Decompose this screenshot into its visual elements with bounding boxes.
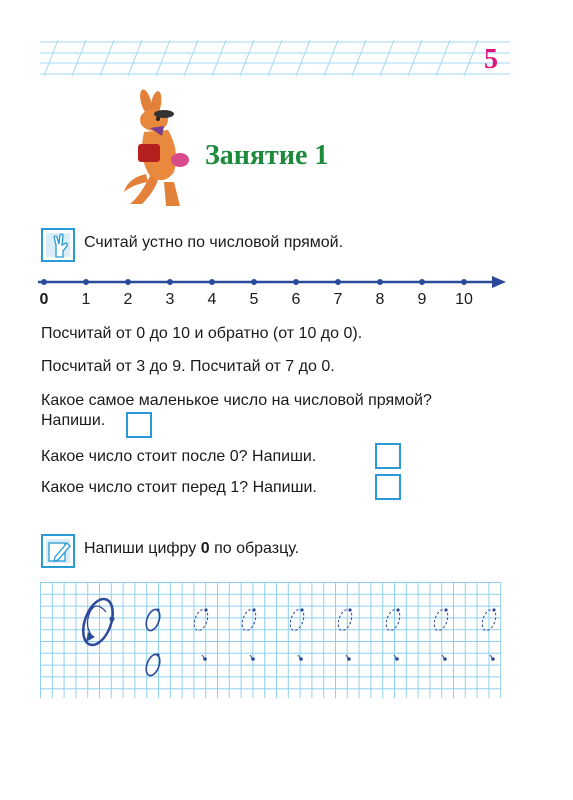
task1-instruction: Считай устно по числовой прямой. [84, 234, 344, 251]
number-line-label: 4 [207, 291, 217, 308]
task2-instruction-start: Напиши цифру [84, 540, 197, 557]
copybook-grid[interactable] [40, 582, 510, 700]
number-line-point [377, 279, 383, 285]
task1-line: Напиши. [41, 412, 106, 429]
number-line [30, 268, 520, 312]
start-dot [346, 655, 351, 661]
number-line-label: 2 [123, 291, 133, 308]
trace-zero [432, 608, 451, 633]
kangaroo-illustration [124, 88, 204, 212]
number-line-point [335, 279, 341, 285]
number-line-label: 1 [81, 291, 91, 308]
answer-box[interactable] [375, 474, 401, 500]
sample-zero-with-arrow [78, 595, 119, 649]
lesson-title: Занятие 1 [205, 140, 329, 171]
trace-zero [288, 608, 307, 633]
answer-box[interactable] [375, 443, 401, 469]
trace-zero [336, 608, 355, 633]
number-line-label: 8 [375, 291, 385, 308]
number-line-label: 0 [39, 291, 49, 308]
number-line-point [251, 279, 257, 285]
number-line-point [167, 279, 173, 285]
trace-zero [384, 608, 403, 633]
start-dot [442, 655, 447, 661]
answer-box[interactable] [126, 412, 152, 438]
task1-line: Посчитай от 3 до 9. Посчитай от 7 до 0. [41, 358, 335, 375]
number-line-point [209, 279, 215, 285]
start-dot [490, 655, 495, 661]
number-line-point [461, 279, 467, 285]
number-line-label: 7 [333, 291, 343, 308]
task1-question: Какое самое маленькое число на числовой прямой? [41, 392, 432, 409]
number-line-point [83, 279, 89, 285]
task2-instruction [84, 540, 299, 558]
number-line-label: 5 [249, 291, 259, 308]
task1-line: Посчитай от 0 до 10 и обратно (от 10 до 0). [41, 325, 363, 342]
number-line-label: 6 [291, 291, 301, 308]
number-line-point [293, 279, 299, 285]
trace-zero [192, 608, 211, 633]
trace-zero [240, 608, 259, 633]
task2-digit: 0 [200, 540, 210, 557]
task2-instruction-end: по образцу. [214, 540, 300, 557]
task1-question: Какое число стоит после 0? Напиши. [41, 448, 317, 465]
pencil-writing-icon [41, 534, 75, 568]
number-line-point [41, 279, 47, 285]
number-line-point [419, 279, 425, 285]
number-line-label: 9 [417, 291, 427, 308]
hand-gesture-icon [41, 228, 75, 262]
task1-question: Какое число стоит перед 1? Напиши. [41, 479, 317, 496]
page-number: 5 [484, 44, 498, 75]
number-line-label: 3 [165, 291, 175, 308]
number-line-label: 10 [455, 291, 473, 308]
number-line-point [125, 279, 131, 285]
number-line-arrow [492, 276, 506, 288]
